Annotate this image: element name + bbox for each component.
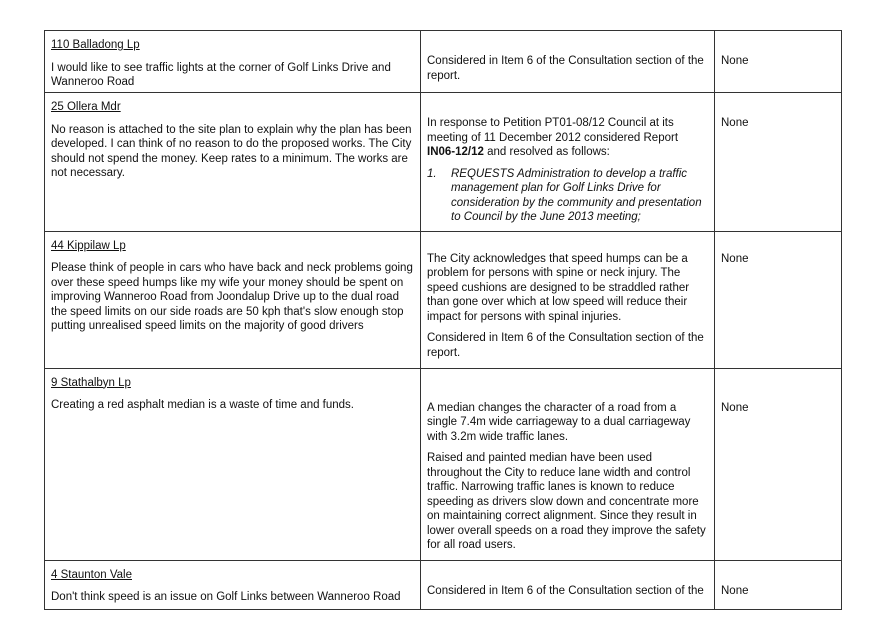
list-item: 1. REQUESTS Administration to develop a traffic management plan for Golf Links Drive for consideration by the community and presentation to Council by the June 2013 meeting; <box>427 167 708 225</box>
response-text: In response to Petition PT01-08/12 Council at its meeting of 11 December 2012 considered Report IN06-12/12 and resolved as follows: <box>427 117 679 158</box>
submitter-address: 25 Ollera Mdr <box>51 101 121 113</box>
table-row <box>45 560 842 609</box>
report-number: IN06-12/12 <box>427 146 484 158</box>
table-row <box>45 368 842 560</box>
response-cell <box>421 31 715 93</box>
recommendation-text: None <box>721 401 749 414</box>
submission-cell <box>45 560 421 609</box>
resolution-text: REQUESTS Administration to develop a traffic management plan for Golf Links Drive for consideration by the community and presentation to Council by the June 2013 meeting; <box>451 167 702 223</box>
response-cell <box>421 93 715 232</box>
recommendation-cell <box>715 31 842 93</box>
response-text: Considered in Item 6 of the Consultation section of the report. <box>427 332 704 359</box>
submitter-address: 9 Stathalbyn Lp <box>51 376 131 389</box>
submitter-address: 110 Balladong Lp <box>51 39 140 51</box>
submitter-address: 4 Staunton Vale <box>51 568 132 581</box>
resolution-list <box>427 167 708 225</box>
submission-text: No reason is attached to the site plan to explain why the plan has been developed. I can think of no reason to do the proposed works. The City should not spend the money. Keep rates to a minimum. The works are not necessary. <box>51 123 412 179</box>
submission-cell <box>45 93 421 232</box>
recommendation-text: None <box>721 252 749 265</box>
recommendation-cell <box>715 368 842 560</box>
submission-cell <box>45 231 421 368</box>
recommendation-cell <box>715 231 842 368</box>
submitter-address: 44 Kippilaw Lp <box>51 239 126 252</box>
submission-text: Don't think speed is an issue on Golf Links between Wanneroo Road <box>51 591 401 603</box>
submission-cell <box>45 31 421 93</box>
submissions-table <box>44 30 842 610</box>
response-cell <box>421 231 715 368</box>
submission-text: Creating a red asphalt median is a waste of time and funds. <box>51 399 355 411</box>
recommendation-cell <box>715 93 842 232</box>
response-cell <box>421 560 715 609</box>
recommendation-cell <box>715 560 842 609</box>
response-cell <box>421 368 715 560</box>
recommendation-text: None <box>721 584 749 597</box>
recommendation-text: None <box>721 55 749 67</box>
table-row <box>45 231 842 368</box>
response-text: The City acknowledges that speed humps can be a problem for persons with spine or neck injury. The speed cushions are designed to be straddled rather than gone over which at low speed will reduce their impact for persons with spinal injuries. <box>427 252 690 323</box>
response-text: Raised and painted median have been used throughout the City to reduce lane width and control traffic. Narrowing traffic lanes is known to reduce speeding as drivers slow down and concentrate more on maintaining correct alignment. Since they result in lower overall speeds on a road they improve the safety for all road users. <box>427 452 706 551</box>
submission-text: I would like to see traffic lights at the corner of Golf Links Drive and Wanneroo Road <box>51 61 391 88</box>
table-row <box>45 31 842 93</box>
response-text: A median changes the character of a road from a single 7.4m wide carriageway to a dual carriageway with 3.2m wide traffic lanes. <box>427 401 691 443</box>
submission-text: Please think of people in cars who have back and neck problems going over these speed humps like my wife your money should be spent on improving Wanneroo Road from Joondalup Drive up to the dual road the speed limits on our side roads are 50 kph that's slow enough stop putting unrealised speed limits on the majority of good drivers <box>51 262 413 332</box>
submission-cell <box>45 368 421 560</box>
response-text: Considered in Item 6 of the Consultation section of the report. <box>427 55 704 82</box>
table-row <box>45 93 842 232</box>
recommendation-text: None <box>721 117 749 129</box>
response-text: Considered in Item 6 of the Consultation section of the <box>427 584 704 597</box>
